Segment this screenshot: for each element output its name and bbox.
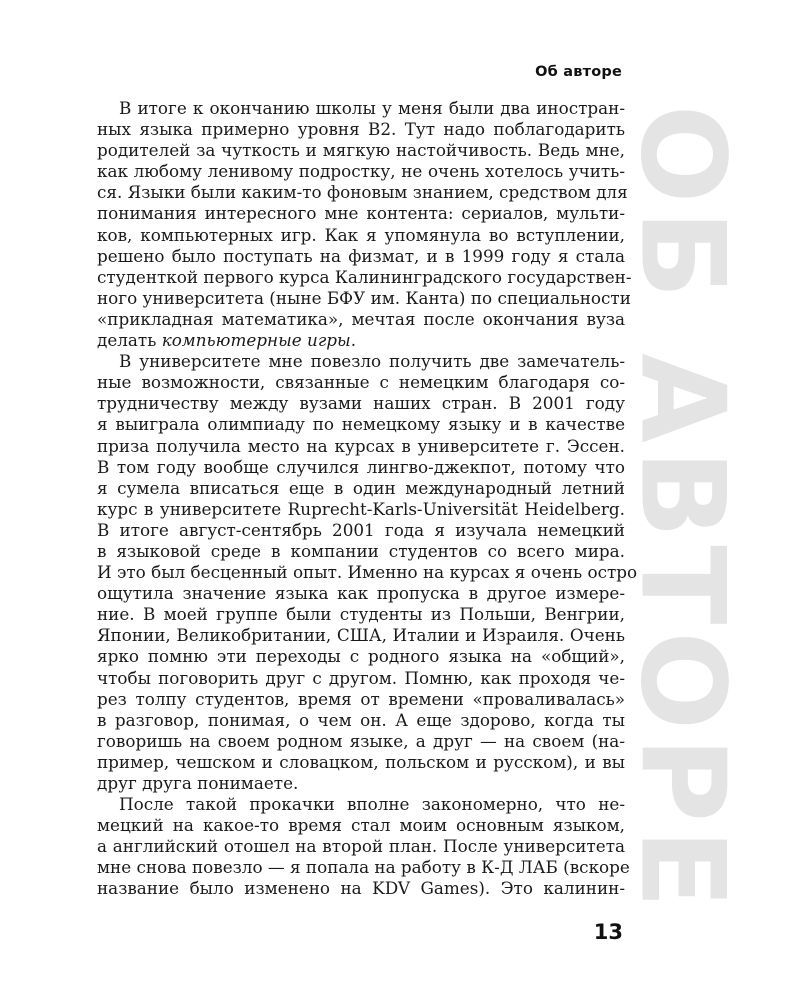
text-line: студенткой первого курса Калининградского государствен- — [97, 266, 632, 287]
text-line: решено было поступать на физмат, и в 1999 году я стала — [97, 245, 625, 266]
text-line: В университете мне повезло получить две замечатель- — [119, 351, 625, 372]
text-line: мецкий на какое-то время стал моим основным языком, — [97, 815, 625, 836]
text-line: В итоге август-сентябрь 2001 года я изучала немецкий — [97, 519, 625, 540]
text-line: ощутила значение языка как пропуска в другое измере- — [97, 583, 625, 604]
page-number: 13 — [593, 920, 623, 944]
text-line: в языковой среде в компании студентов со всего мира. — [97, 540, 625, 561]
text-line: я сумела вписаться еще в один международный летний — [97, 477, 625, 498]
text-line: И это был бесценный опыт. Именно на курсах я очень остро — [97, 562, 638, 583]
text-line: В итоге к окончанию школы у меня были два иностран- — [119, 98, 625, 118]
running-head: Об авторе — [535, 64, 622, 80]
text-line: трудничеству между вузами наших стран. В 2001 году — [97, 393, 625, 414]
text-line: говоришь на своем родном языке, а друг — на своем (на- — [97, 730, 625, 751]
text-line: родителей за чуткость и мягкую настойчивость. Ведь мне, — [97, 140, 625, 161]
text-line: как любому ленивому подростку, не очень хотелось учить- — [97, 161, 625, 182]
text-line: приза получила место на курсах в университете г. Эссен. — [97, 435, 625, 456]
text-line: ного университета (ныне БФУ им. Канта) по специальности — [97, 287, 631, 308]
text-line: рез толпу студентов, время от времени «проваливалась» — [97, 688, 625, 709]
text-line: а английский отошел на второй план. После университета — [97, 836, 625, 857]
text-line: мне снова повезло — я попала на работу в К-Д ЛАБ (вскоре — [97, 857, 630, 878]
body-text — [97, 98, 638, 900]
text-line: «прикладная математика», мечтая после окончания вуза — [97, 308, 625, 329]
text-line: курс в университете Ruprecht-Karls-Universität Heidelberg. — [97, 498, 625, 519]
text-line: ных языка примерно уровня B2. Тут надо поблагодарить — [97, 119, 625, 140]
side-title-watermark — [614, 104, 750, 915]
text-line: После такой прокачки вполне закономерно, что не- — [119, 794, 625, 815]
text-line: понимания интересного мне контента: сериалов, мульти- — [97, 203, 625, 224]
text-line: название было изменено на KDV Games). Это калинин- — [97, 878, 625, 899]
text-line: делать компьютерные игры. — [97, 330, 357, 351]
text-line: В том году вообще случился лингво-джекпот, потому что — [97, 456, 625, 477]
text-line: друг друга понимаете. — [97, 773, 299, 793]
text-line: Японии, Великобритании, США, Италии и Израиля. Очень — [97, 625, 625, 646]
text-line: в разговор, понимая, о чем он. А еще здорово, когда ты — [97, 709, 625, 730]
text-line: ся. Языки были каким-то фоновым знанием, средством для — [97, 182, 628, 203]
text-line: ные возможности, связанные с немецким благодаря со- — [97, 372, 625, 393]
side-title-text: ОБ АВТОРЕ — [614, 104, 750, 915]
text-line: я выиграла олимпиаду по немецкому языку и в качестве — [97, 414, 625, 435]
text-line: пример, чешском и словацком, польском и русском), и вы — [97, 751, 625, 772]
text-line: ков, компьютерных игр. Как я упомянула во вступлении, — [97, 224, 625, 245]
text-line: ярко помню эти переходы с родного языка на «общий», — [97, 646, 625, 667]
text-line: ние. В моей группе были студенты из Польши, Венгрии, — [97, 604, 625, 625]
text-line: чтобы поговорить друг с другом. Помню, как проходя че- — [97, 667, 625, 688]
